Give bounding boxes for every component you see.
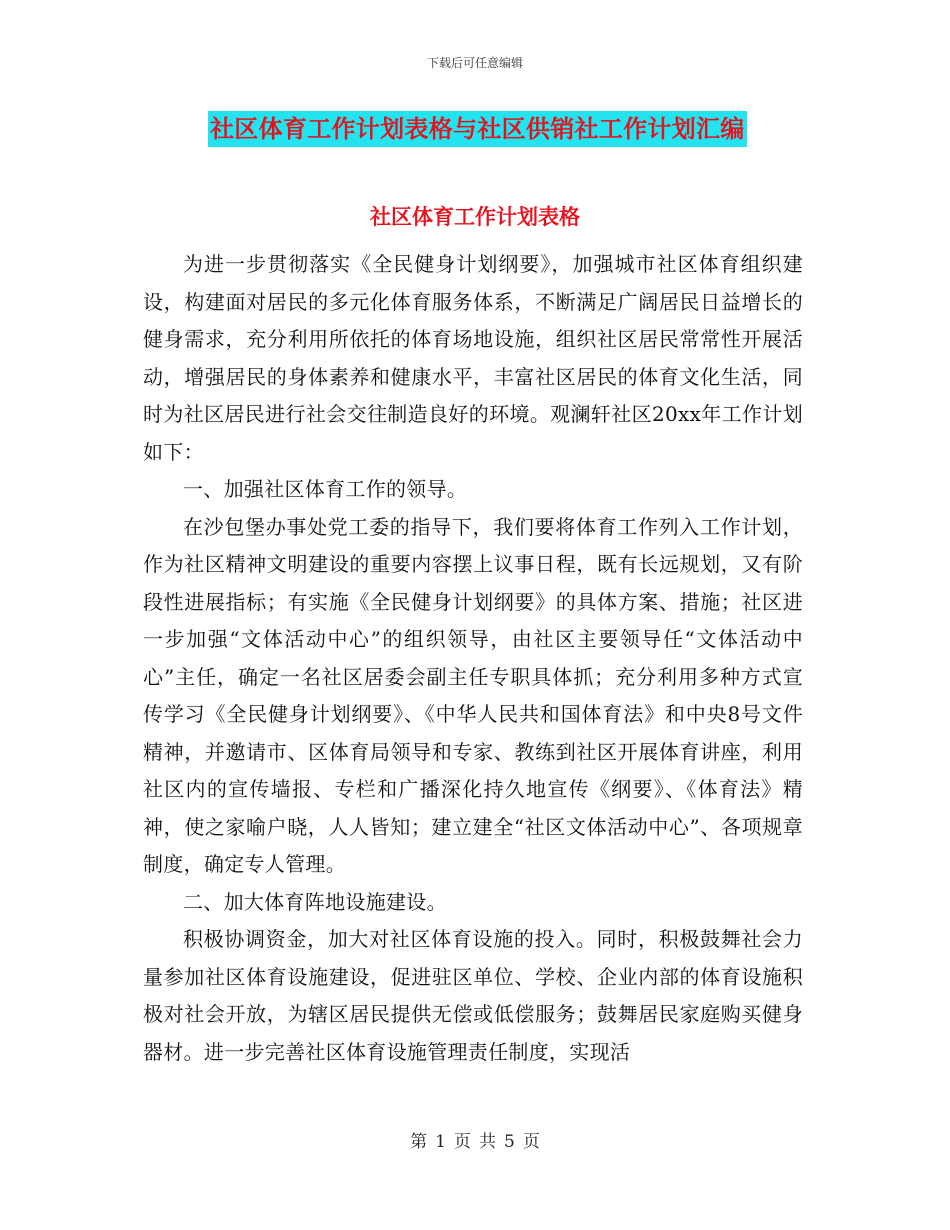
page-prefix: 第 [410, 1132, 428, 1152]
header-note: 下载后可任意编辑 [426, 56, 523, 70]
section-title: 社区体育工作计划表格 [370, 205, 580, 229]
heading-section-1: 一、加强社区体育工作的领导。 [183, 477, 468, 501]
paragraph-section-2: 积极协调资金，加大对社区体育设施的投入。同时，积极鼓舞社会力量参加社区体育设施建设，促进驻区单位、学校、企业内部的体育设施积极对社会开放，为辖区居民提供无偿或低偿服务；鼓舞居民家庭购买健身器材。进一步完善社区体育设施管理责任制度，实现活 [143, 927, 803, 1064]
document-body [143, 246, 803, 1071]
page-label: 页 [454, 1132, 471, 1152]
main-title: 社区体育工作计划表格与社区供销社工作计划汇编 [208, 111, 747, 147]
main-title-container [208, 111, 747, 147]
page-total-prefix: 共 [479, 1132, 496, 1152]
paragraph-section-1: 在沙包堡办事处党工委的指导下，我们要将体育工作列入工作计划，作为社区精神文明建设的重要内容摆上议事日程，既有长远规划，又有阶段性进展指标；有实施《全民健身计划纲要》的具体方案、措施；社区进一步加强“文体活动中心”的组织领导，由社区主要领导任“文体活动中心”主任，确定一名社区居委会副主任专职具体抓；充分利用多种方式宣传学习《全民健身计划纲要》、《中华人民共和国体育法》和中央8号文件精神，并邀请市、区体育局领导和专家、教练到社区开展体育讲座，利用社区内的宣传墙报、专栏和广播深化持久地宣传《纲要》、《体育法》精神，使之家喻户晓，人人皆知；建立建全“社区文体活动中心”、各项规章制度，确定专人管理。 [143, 514, 803, 876]
heading-section-2: 二、加大体育阵地设施建设。 [183, 889, 447, 914]
paragraph-intro: 为进一步贯彻落实《全民健身计划纲要》，加强城市社区体育组织建设，构建面对居民的多元化体育服务体系，不断满足广阔居民日益增长的健身需求，充分利用所依托的体育场地设施，组织社区居民常常性开展活动，增强居民的身体素养和健康水平，丰富社区居民的体育文化生活，同时为社区居民进行社会交往制造良好的环境。观澜轩社区20xx年工作计划如下： [143, 252, 803, 464]
page-total: 5 [504, 1132, 515, 1152]
page-footer [0, 1127, 950, 1152]
page-suffix: 页 [522, 1132, 540, 1152]
page-current: 1 [435, 1132, 446, 1152]
